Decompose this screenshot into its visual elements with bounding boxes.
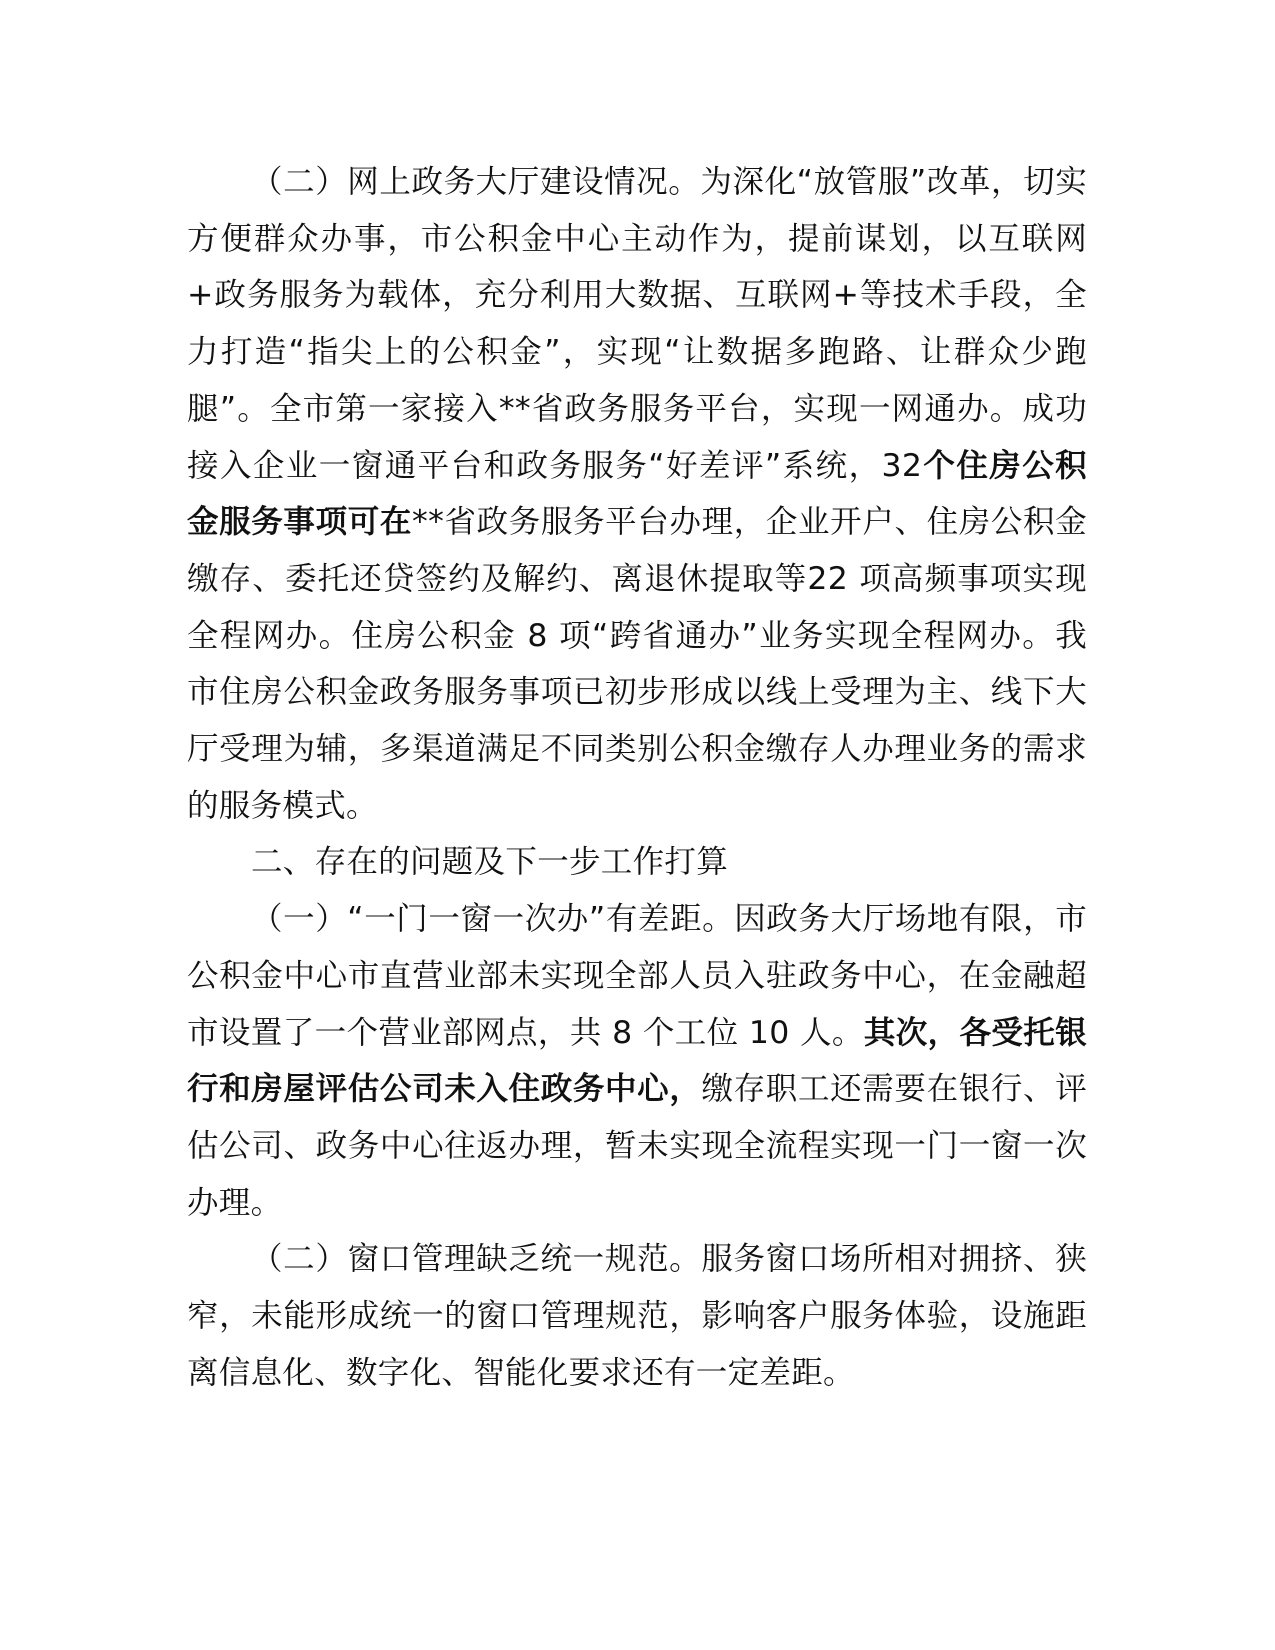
paragraph-window-management: （二）窗口管理缺乏统一规范。服务窗口场所相对拥挤、狭窄，未能形成统一的窗口管理规范，影响客户服务体验，设施距离信息化、数字化、智能化要求还有一定差距。 xyxy=(187,1241,1087,1391)
paragraph-online-hall xyxy=(187,154,1087,834)
paragraph-online-hall-text-a: （二）网上政务大厅建设情况。为深化“放管服”改革，切实方便群众办事，市公积金中心主动作为，提前谋划，以互联网+政务服务为载体，充分利用大数据、互联网+等技术手段，全力打造“指尖上的公积金”，实现“让数据多跑路、让群众少跑腿”。全市第一家接入**省政务服务平台，实现一网通办。成功接入企业一窗通平台和政务服务“好差评”系统，32 xyxy=(187,164,1087,484)
paragraph-one-window-text-bold: 其次，各受托银行和房屋评估公司未入住政务中心， xyxy=(187,1014,1087,1108)
paragraph-one-window-text-a: （一）“一门一窗一次办”有差距。因政务大厅场地有限，市公积金中心市直营业部未实现全部人员入驻政务中心，在金融超市设置了一个营业部网点，共 8 个工位 10 人。 xyxy=(187,901,1087,1051)
paragraph-online-hall-text-bold: 个住房公积金服务事项可在 xyxy=(187,447,1087,541)
section-heading-problems: 二、存在的问题及下一步工作打算 xyxy=(251,844,729,881)
paragraph-online-hall-text-c: **省政务服务平台办理，企业开户、住房公积金缴存、委托还贷签约及解约、离退休提取等22 项高频事项实现全程网办。住房公积金 8 项“跨省通办”业务实现全程网办。我市住房公积金政务服务事项已初步形成以线上受理为主、线下大厅受理为辅，多渠道满足不同类别公积金缴存人办理业务的需求的服务模式。 xyxy=(187,504,1087,824)
paragraph-one-window-text-c: 缴存职工还需要在银行、评估公司、政务中心往返办理，暂未实现全流程实现一门一窗一次办理。 xyxy=(187,1071,1087,1221)
document-body xyxy=(187,154,1087,1401)
paragraph-one-window-gap xyxy=(187,891,1087,1231)
